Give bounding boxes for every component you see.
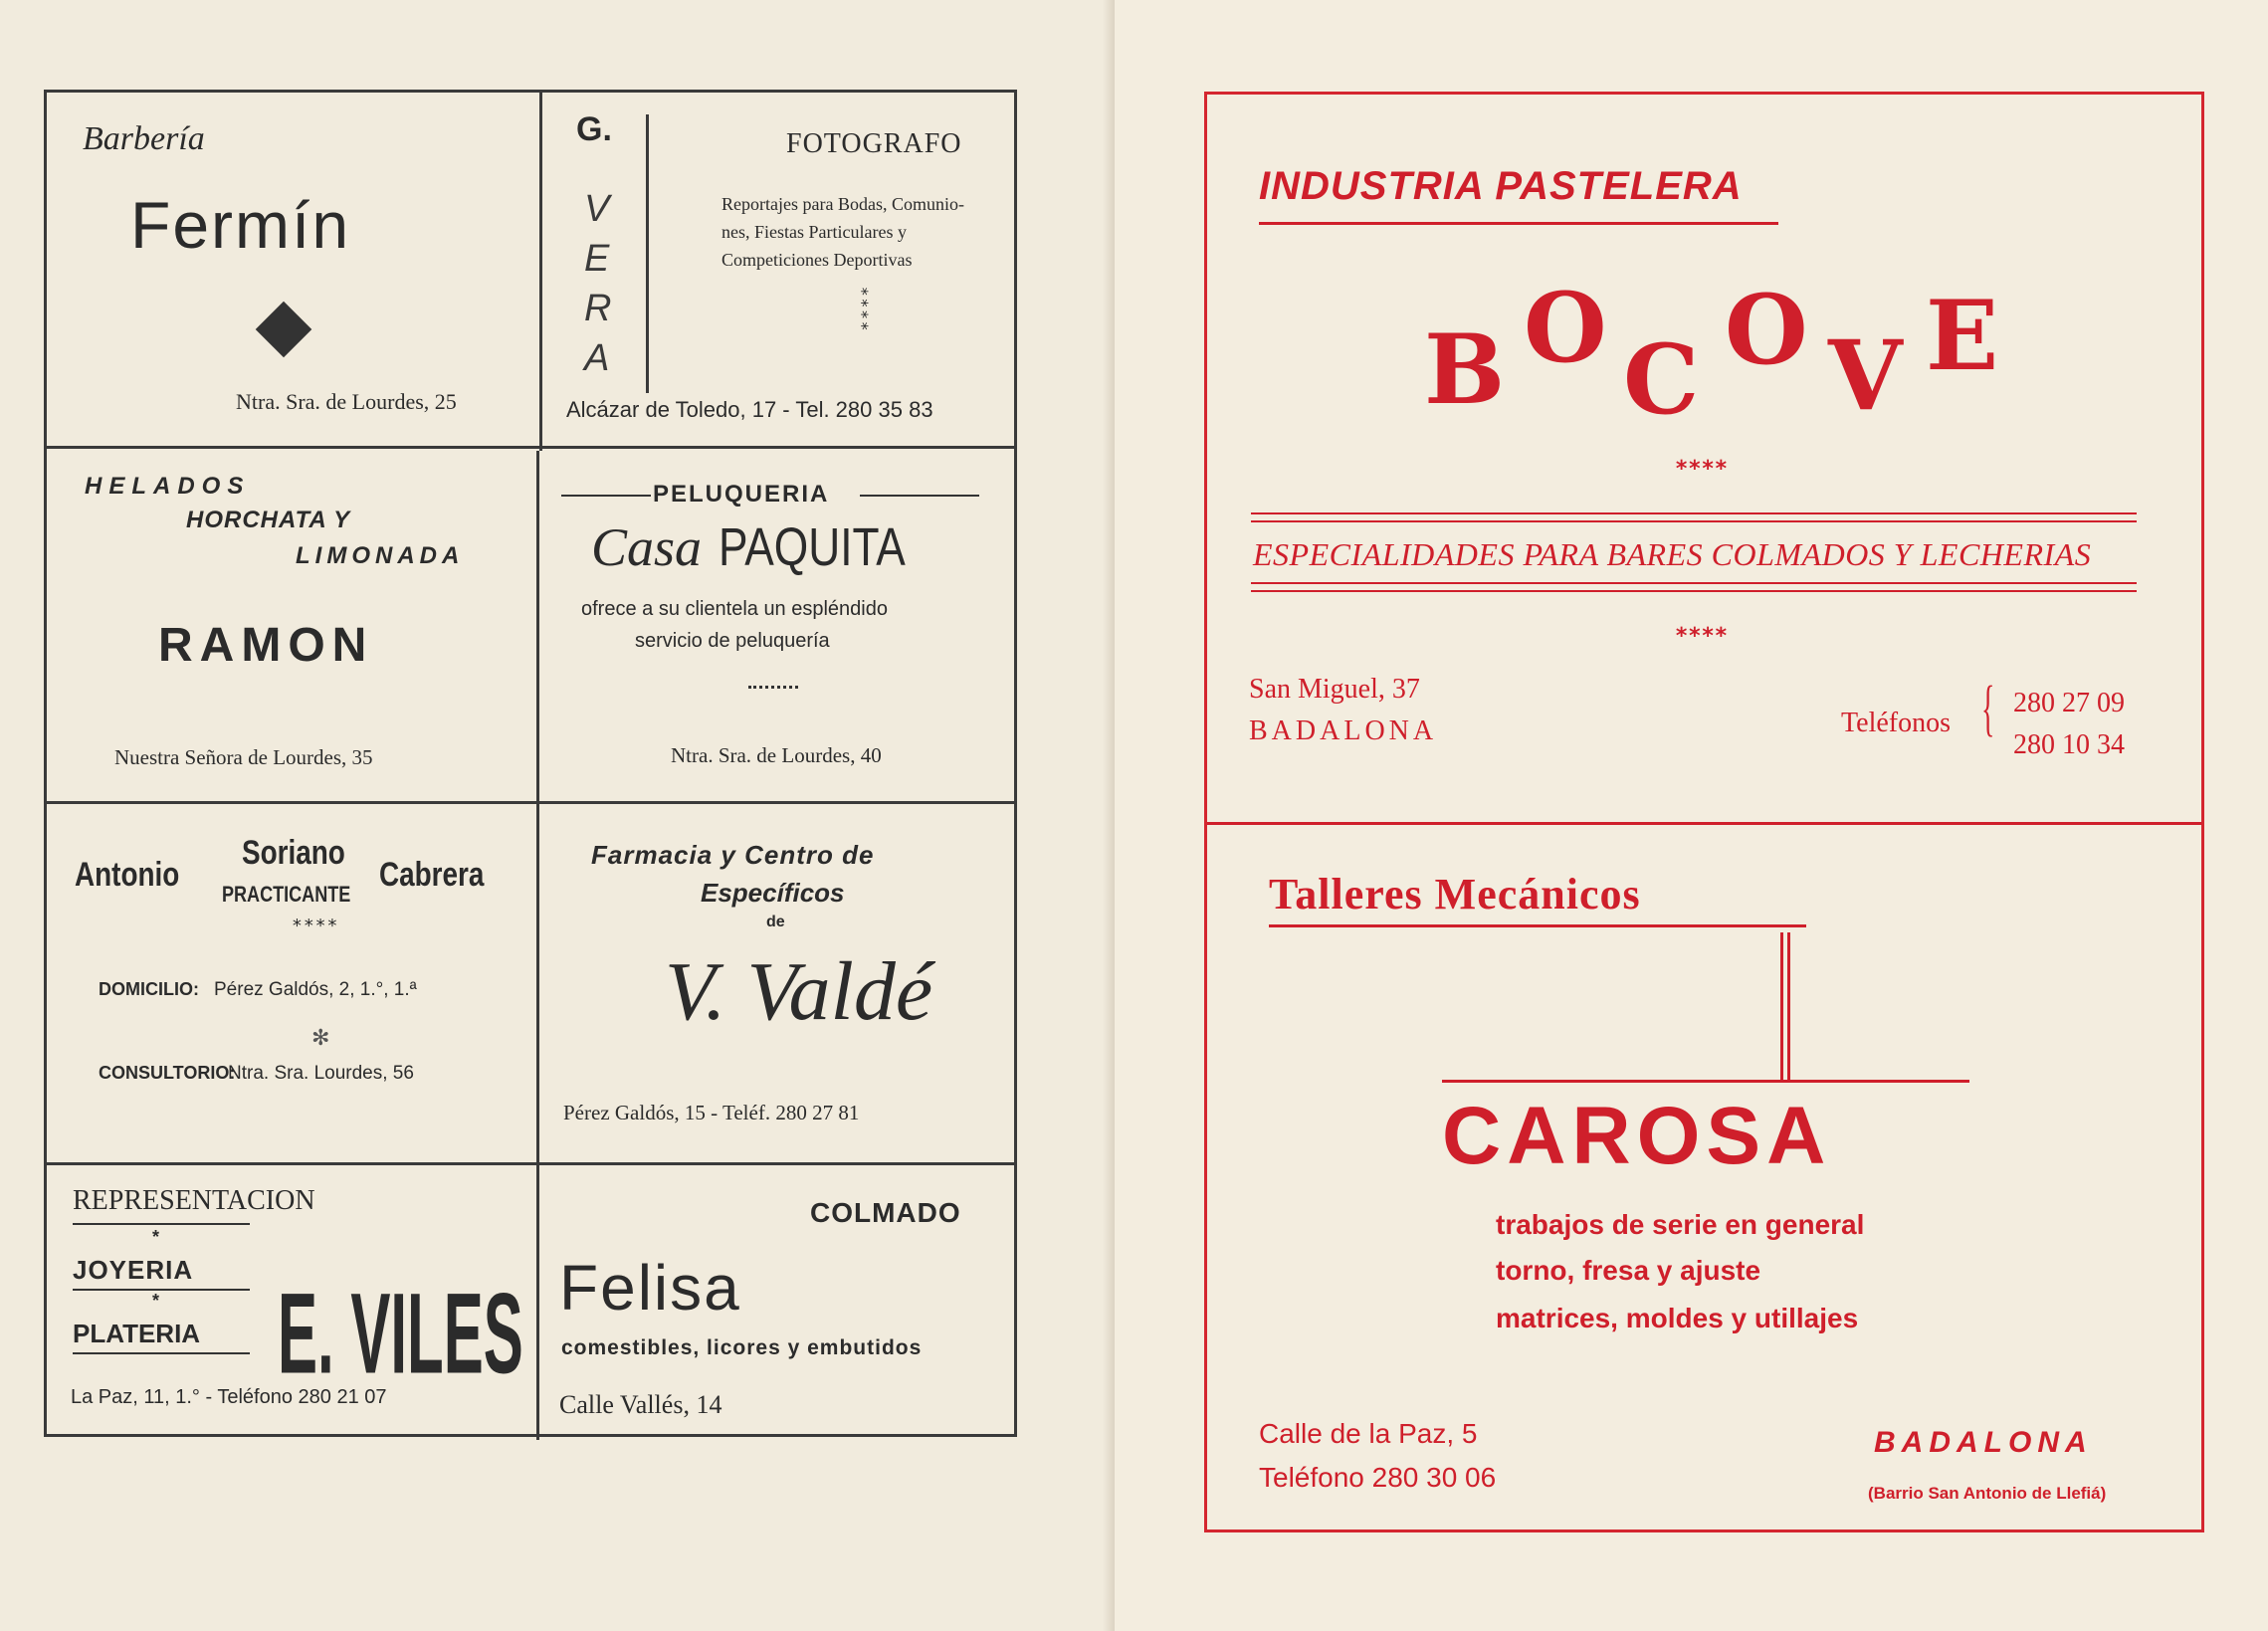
peluqueria-title: PELUQUERIA [653, 481, 830, 508]
viles-rule [73, 1289, 250, 1291]
viles-bullet: * [152, 1227, 160, 1247]
practicante-role: PRACTICANTE [222, 882, 351, 907]
viles-item2: PLATERIA [73, 1319, 201, 1348]
carosa-connector [1787, 932, 1790, 1082]
ad-fotografo [542, 93, 1020, 446]
bocove-stars: **** [1675, 624, 1728, 649]
bocove-rule [1251, 520, 2137, 522]
fotografo-initial: G. [576, 110, 612, 148]
helados-line1: HELADOS [85, 473, 251, 500]
helados-name: RAMON [158, 619, 374, 672]
ornament-icon: ✻ [311, 1025, 330, 1050]
ad-viles [47, 1165, 536, 1437]
section-divider [1207, 822, 2201, 825]
carosa-address: Calle de la Paz, 5 [1259, 1418, 1478, 1449]
peluqueria-name-script: Casa [591, 517, 703, 577]
left-page [0, 0, 1115, 1631]
carosa-district: (Barrio San Antonio de Llefiá) [1868, 1484, 2107, 1503]
carosa-phone: Teléfono 280 30 06 [1259, 1462, 1497, 1493]
farmacia-line2: Específicos [701, 878, 845, 908]
fotografo-service: Competiciones Deportivas [722, 250, 913, 270]
felisa-address: Calle Vallés, 14 [559, 1390, 722, 1419]
brace-icon: { [1981, 675, 1995, 742]
fotografo-letter: V [584, 188, 610, 230]
barberia-script-title: Barbería [83, 120, 205, 157]
domicilio-value: Pérez Galdós, 2, 1.°, 1.ª [214, 979, 417, 1000]
bocove-letter: O [1725, 274, 1808, 386]
ad-felisa [539, 1165, 1020, 1437]
ad-helados [47, 449, 536, 801]
carosa-name: CAROSA [1442, 1091, 1832, 1181]
bocove-letter: E [1926, 280, 1999, 392]
peluqueria-line2: servicio de peluquería [635, 630, 830, 652]
practicante-last-name: Cabrera [379, 856, 485, 894]
bocove-city: BADALONA [1249, 715, 1438, 746]
viles-title: REPRESENTACION [73, 1185, 315, 1216]
felisa-name: Felisa [559, 1252, 741, 1324]
bocove-letter: O [1524, 272, 1607, 384]
bocove-stars: **** [1675, 457, 1728, 482]
ad-farmacia [539, 804, 1020, 1162]
bocove-letter: C [1623, 323, 1700, 436]
fotografo-title: FOTOGRAFO [786, 128, 962, 159]
carosa-city: BADALONA [1874, 1426, 2093, 1459]
carosa-rule [1442, 1080, 1969, 1083]
practicante-middle-name: Soriano [242, 834, 345, 872]
consultorio-label: CONSULTORIO: [99, 1063, 236, 1083]
felisa-tagline: comestibles, licores y embutidos [561, 1336, 923, 1359]
carosa-header: Talleres Mecánicos [1269, 870, 1641, 918]
felisa-title: COLMADO [810, 1197, 961, 1228]
ads-grid [44, 90, 1017, 1437]
bocove-rule [1251, 590, 2137, 592]
viles-rule [73, 1223, 250, 1225]
consultorio-value: Ntra. Sra. Lourdes, 56 [228, 1063, 414, 1084]
peluqueria-line1: ofrece a su clientela un espléndido [581, 598, 888, 620]
peluqueria-name: PAQUITA [719, 517, 906, 577]
bocove-letter: V [1828, 319, 1903, 432]
viles-rule [73, 1352, 250, 1354]
viles-item1: JOYERIA [73, 1255, 194, 1285]
peluqueria-rule-left [561, 495, 651, 497]
bocove-address: San Miguel, 37 [1249, 674, 1420, 705]
fotografo-service: Reportajes para Bodas, Comunio- [722, 194, 964, 214]
fotografo-rule [646, 114, 649, 393]
bocove-rule [1251, 582, 2137, 584]
farmacia-address: Pérez Galdós, 15 - Teléf. 280 27 81 [563, 1101, 860, 1124]
carosa-service: torno, fresa y ajuste [1496, 1255, 1761, 1286]
farmacia-line1: Farmacia y Centro de [591, 840, 875, 870]
fotografo-letter: E [584, 238, 610, 280]
ad-practicante [47, 804, 536, 1162]
fotografo-letter: R [584, 288, 612, 329]
domicilio-label: DOMICILIO: [99, 979, 199, 999]
practicante-stars: **** [292, 916, 339, 936]
carosa-service: matrices, moldes y utillajes [1496, 1303, 1859, 1333]
carosa-connector [1780, 932, 1783, 1082]
carosa-header-underline [1269, 924, 1806, 927]
fotografo-letter: A [584, 337, 610, 379]
fotografo-stars: **** [853, 287, 872, 333]
practicante-first-name: Antonio [75, 856, 180, 894]
helados-address: Nuestra Señora de Lourdes, 35 [114, 745, 373, 769]
bocove-phones-label: Teléfonos [1841, 708, 1952, 738]
fotografo-service: nes, Fiestas Particulares y [722, 222, 907, 242]
bocove-phone: 280 27 09 [2013, 688, 2125, 718]
ad-barberia [47, 93, 539, 446]
red-frame [1204, 92, 2204, 1532]
peluqueria-address: Ntra. Sra. de Lourdes, 40 [671, 743, 882, 767]
viles-address: La Paz, 11, 1.° - Teléfono 280 21 07 [71, 1386, 387, 1408]
carosa-service: trabajos de serie en general [1496, 1209, 1865, 1240]
barberia-address: Ntra. Sra. de Lourdes, 25 [236, 389, 457, 414]
bocove-rule [1251, 512, 2137, 514]
right-page [1115, 0, 2268, 1631]
bocove-phone: 280 10 34 [2013, 729, 2125, 760]
diamond-icon [256, 302, 312, 358]
farmacia-name: V. Valdé [665, 945, 933, 1038]
barberia-name: Fermín [130, 188, 351, 262]
bocove-letter: B [1424, 313, 1506, 426]
helados-line2: HORCHATA Y [186, 507, 351, 533]
peluqueria-dots [748, 686, 798, 689]
viles-name: E. VILES [278, 1270, 523, 1398]
bocove-specialties: ESPECIALIDADES PARA BARES COLMADOS Y LECHERIAS [1253, 536, 2092, 572]
helados-line3: LIMONADA [296, 542, 465, 569]
ad-peluqueria [539, 449, 1020, 801]
farmacia-line3: de [766, 914, 785, 930]
bocove-header-underline [1259, 222, 1778, 225]
fotografo-address: Alcázar de Toledo, 17 - Tel. 280 35 83 [566, 397, 933, 422]
peluqueria-rule-right [860, 495, 979, 497]
viles-bullet: * [152, 1291, 160, 1311]
bocove-header: INDUSTRIA PASTELERA [1259, 164, 1743, 208]
